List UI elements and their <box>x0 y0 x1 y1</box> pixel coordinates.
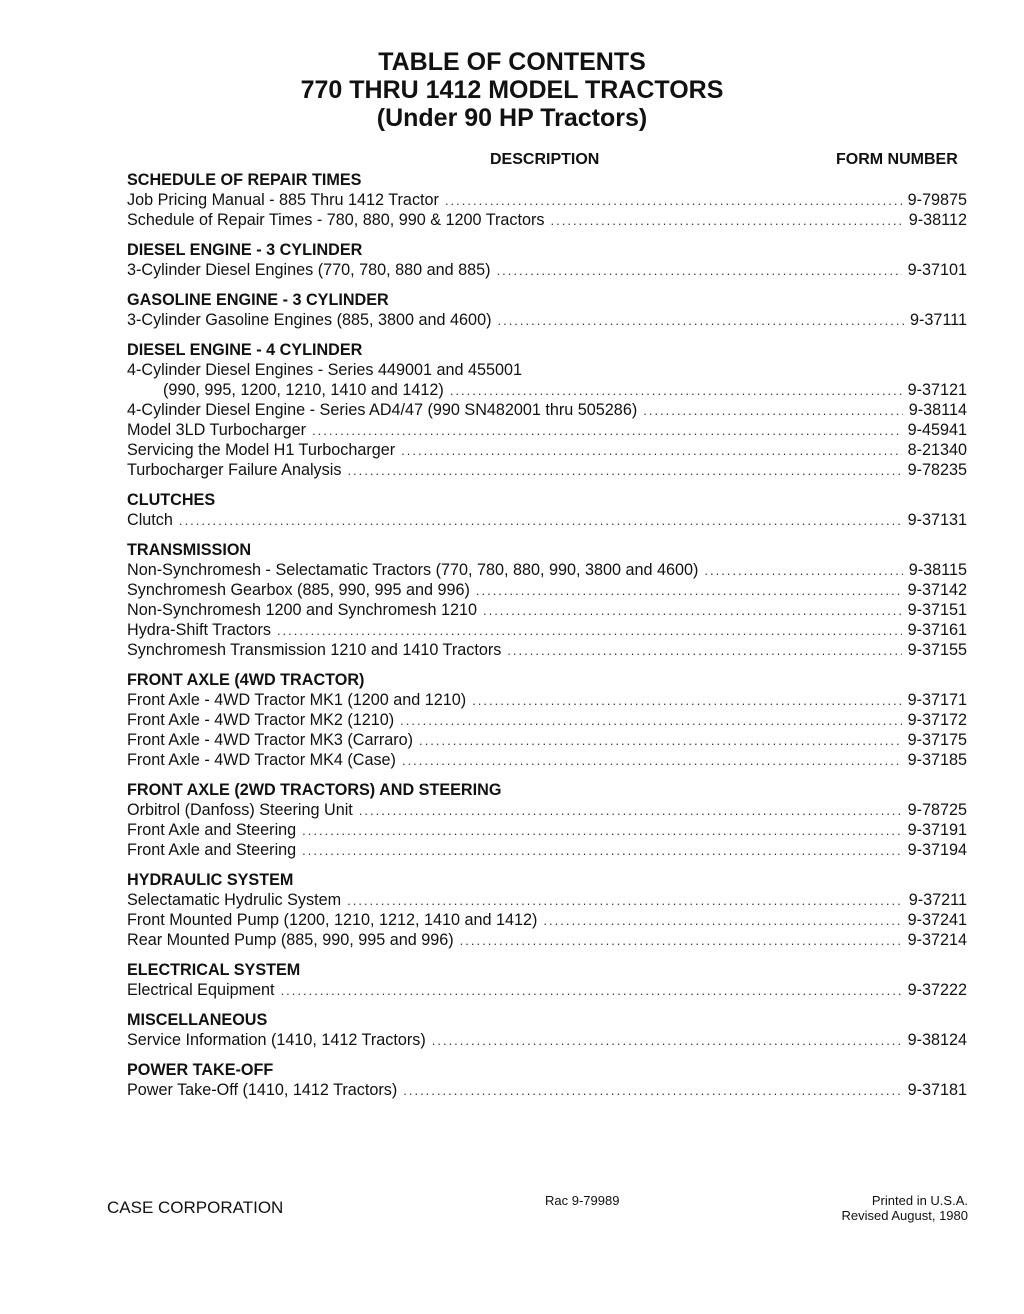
toc-entry <box>127 560 967 580</box>
dot-leader <box>507 641 901 661</box>
entry-form-number: 9-37211 <box>908 891 967 909</box>
toc-section <box>127 870 967 950</box>
footer-printed-in: Printed in U.S.A. <box>871 1193 968 1208</box>
entry-form-number: 9-37111 <box>909 311 967 329</box>
entry-description: Hydra-Shift Tractors <box>127 621 271 639</box>
toc-entry <box>127 1030 967 1050</box>
entry-description: 3-Cylinder Diesel Engines (770, 780, 880 and 885) <box>127 261 491 279</box>
entry-description: Rear Mounted Pump (885, 990, 995 and 996) <box>127 931 454 949</box>
dot-leader <box>400 711 901 731</box>
toc-entry <box>127 440 967 460</box>
section-heading: FRONT AXLE (2WD TRACTORS) AND STEERING <box>127 781 502 799</box>
entry-description: Selectamatic Hydrulic System <box>127 891 342 909</box>
toc-entry <box>127 910 967 930</box>
dot-leader <box>302 821 901 841</box>
entry-description: Schedule of Repair Times - 780, 880, 990 & 1200 Tractors <box>127 211 545 229</box>
footer-print-info <box>842 1193 968 1223</box>
entry-form-number: 9-38114 <box>908 401 967 419</box>
dot-leader <box>472 691 901 711</box>
toc-entry <box>127 620 967 640</box>
entry-form-number: 9-37151 <box>907 601 967 619</box>
entry-description: Front Axle - 4WD Tractor MK1 (1200 and 1210) <box>127 691 467 709</box>
toc-entry <box>127 750 967 770</box>
entry-form-number: 9-37181 <box>907 1081 967 1099</box>
footer-company: CASE CORPORATION <box>107 1198 284 1217</box>
dot-leader <box>643 401 903 421</box>
section-heading: MISCELLANEOUS <box>127 1011 268 1029</box>
dot-leader <box>347 891 903 911</box>
entry-form-number: 9-37185 <box>907 751 967 769</box>
toc-entry <box>127 310 967 330</box>
entry-description: Front Mounted Pump (1200, 1210, 1212, 1410 and 1412) <box>127 911 538 929</box>
dot-leader <box>551 211 903 231</box>
entry-form-number: 9-78235 <box>907 461 967 479</box>
toc-entry <box>127 980 967 1000</box>
toc-entry <box>127 840 967 860</box>
section-heading: CLUTCHES <box>127 491 216 509</box>
dot-leader <box>543 911 901 931</box>
entry-form-number: 9-37142 <box>907 581 967 599</box>
dot-leader <box>179 511 902 531</box>
dot-leader <box>497 311 904 331</box>
entry-form-number: 9-78725 <box>907 801 967 819</box>
footer-form-code: Rac 9-79989 <box>545 1193 620 1208</box>
entry-form-number: 9-45941 <box>907 421 967 439</box>
toc-entry <box>127 600 967 620</box>
toc-entry <box>127 400 967 420</box>
entry-form-number: 9-79875 <box>907 191 967 209</box>
entry-description: Front Axle - 4WD Tractor MK4 (Case) <box>127 751 396 769</box>
column-header-description: DESCRIPTION <box>490 151 600 168</box>
dot-leader <box>483 601 902 621</box>
entry-form-number: 9-37161 <box>907 621 967 639</box>
column-header-form-number: FORM NUMBER <box>836 151 958 168</box>
entry-form-number: 9-37241 <box>907 911 967 929</box>
entry-description: Service Information (1410, 1412 Tractors) <box>127 1031 426 1049</box>
toc-entry <box>127 730 967 750</box>
toc-section <box>127 670 967 770</box>
section-heading: TRANSMISSION <box>127 541 252 559</box>
dot-leader <box>347 461 901 481</box>
section-heading: HYDRAULIC SYSTEM <box>127 871 294 889</box>
toc-section <box>127 170 967 230</box>
entry-description: 3-Cylinder Gasoline Engines (885, 3800 and 4600) <box>127 311 492 329</box>
entry-description: Front Axle and Steering <box>127 821 297 839</box>
entry-description: 4-Cylinder Diesel Engine - Series AD4/47 (990 SN482001 thru 505286) <box>127 401 638 419</box>
entry-description: Orbitrol (Danfoss) Steering Unit <box>127 801 353 819</box>
entry-form-number: 9-38124 <box>907 1031 967 1049</box>
document-title <box>0 48 1024 132</box>
toc-entry <box>127 820 967 840</box>
dot-leader <box>460 931 902 951</box>
entry-form-number: 9-37171 <box>907 691 967 709</box>
dot-leader <box>419 731 902 751</box>
toc-section <box>127 240 967 280</box>
toc-section <box>127 1060 967 1100</box>
entry-description: Front Axle - 4WD Tractor MK2 (1210) <box>127 711 395 729</box>
entry-form-number: 9-37155 <box>907 641 967 659</box>
entry-description: Power Take-Off (1410, 1412 Tractors) <box>127 1081 398 1099</box>
entry-description: Clutch <box>127 511 173 529</box>
entry-form-number: 9-37214 <box>907 931 967 949</box>
entry-form-number: 9-37191 <box>907 821 967 839</box>
toc-section <box>127 540 967 660</box>
dot-leader <box>281 981 902 1001</box>
entry-description: (990, 995, 1200, 1210, 1410 and 1412) <box>163 381 444 399</box>
toc-entry <box>127 800 967 820</box>
section-heading: POWER TAKE-OFF <box>127 1061 274 1079</box>
dot-leader <box>402 751 902 771</box>
dot-leader <box>704 561 902 581</box>
dot-leader <box>277 621 902 641</box>
toc-entry <box>127 930 967 950</box>
toc-entry <box>127 510 967 530</box>
entry-description: Turbocharger Failure Analysis <box>127 461 342 479</box>
entry-form-number: 9-37131 <box>907 511 967 529</box>
dot-leader <box>312 421 902 441</box>
entry-description: 4-Cylinder Diesel Engines - Series 449001 and 455001 <box>127 361 523 379</box>
section-heading: FRONT AXLE (4WD TRACTOR) <box>127 671 365 689</box>
dot-leader <box>450 381 902 401</box>
toc-entry <box>127 260 967 280</box>
toc-section <box>127 960 967 1000</box>
entry-form-number: 9-37194 <box>907 841 967 859</box>
section-heading: DIESEL ENGINE - 3 CYLINDER <box>127 241 363 259</box>
title-line-3: (Under 90 HP Tractors) <box>376 104 648 132</box>
title-line-1: TABLE OF CONTENTS <box>378 48 646 76</box>
table-of-contents <box>127 170 967 1110</box>
dot-leader <box>497 261 902 281</box>
entry-description: Non-Synchromesh - Selectamatic Tractors (770, 780, 880, 990, 3800 and 4600) <box>127 561 699 579</box>
entry-description: Job Pricing Manual - 885 Thru 1412 Tractor <box>127 191 439 209</box>
toc-entry <box>127 640 967 660</box>
toc-entry <box>127 360 967 380</box>
toc-section <box>127 490 967 530</box>
entry-form-number: 9-37121 <box>907 381 967 399</box>
footer-revised-date: Revised August, 1980 <box>841 1208 968 1223</box>
entry-form-number: 9-37172 <box>907 711 967 729</box>
entry-form-number: 9-38115 <box>908 561 967 579</box>
toc-entry <box>127 190 967 210</box>
entry-description: Non-Synchromesh 1200 and Synchromesh 1210 <box>127 601 478 619</box>
section-heading: GASOLINE ENGINE - 3 CYLINDER <box>127 291 389 309</box>
toc-entry <box>127 1080 967 1100</box>
dot-leader <box>445 191 902 211</box>
entry-form-number: 9-37175 <box>907 731 967 749</box>
entry-description: Front Axle and Steering <box>127 841 297 859</box>
entry-description: Model 3LD Turbocharger <box>127 421 307 439</box>
dot-leader <box>432 1031 902 1051</box>
toc-section <box>127 1010 967 1050</box>
entry-form-number: 9-37222 <box>907 981 967 999</box>
dot-leader <box>302 841 901 861</box>
toc-entry <box>127 380 967 400</box>
toc-entry <box>127 210 967 230</box>
toc-section <box>127 290 967 330</box>
toc-entry <box>127 890 967 910</box>
entry-description: Electrical Equipment <box>127 981 275 999</box>
entry-description: Servicing the Model H1 Turbocharger <box>127 441 396 459</box>
section-heading: DIESEL ENGINE - 4 CYLINDER <box>127 341 363 359</box>
entry-description: Synchromesh Gearbox (885, 990, 995 and 996) <box>127 581 470 599</box>
entry-form-number: 9-37101 <box>907 261 967 279</box>
toc-section <box>127 340 967 480</box>
entry-description: Front Axle - 4WD Tractor MK3 (Carraro) <box>127 731 414 749</box>
toc-entry <box>127 460 967 480</box>
entry-description: Synchromesh Transmission 1210 and 1410 Tractors <box>127 641 502 659</box>
section-heading: SCHEDULE OF REPAIR TIMES <box>127 171 362 189</box>
dot-leader <box>476 581 902 601</box>
title-line-2: 770 THRU 1412 MODEL TRACTORS <box>300 76 724 104</box>
toc-entry <box>127 690 967 710</box>
toc-section <box>127 780 967 860</box>
dot-leader <box>359 801 902 821</box>
toc-entry <box>127 710 967 730</box>
toc-entry <box>127 420 967 440</box>
entry-form-number: 9-38112 <box>908 211 967 229</box>
toc-entry <box>127 580 967 600</box>
section-heading: ELECTRICAL SYSTEM <box>127 961 301 979</box>
dot-leader <box>403 1081 901 1101</box>
entry-form-number: 8-21340 <box>907 441 967 459</box>
dot-leader <box>401 441 901 461</box>
